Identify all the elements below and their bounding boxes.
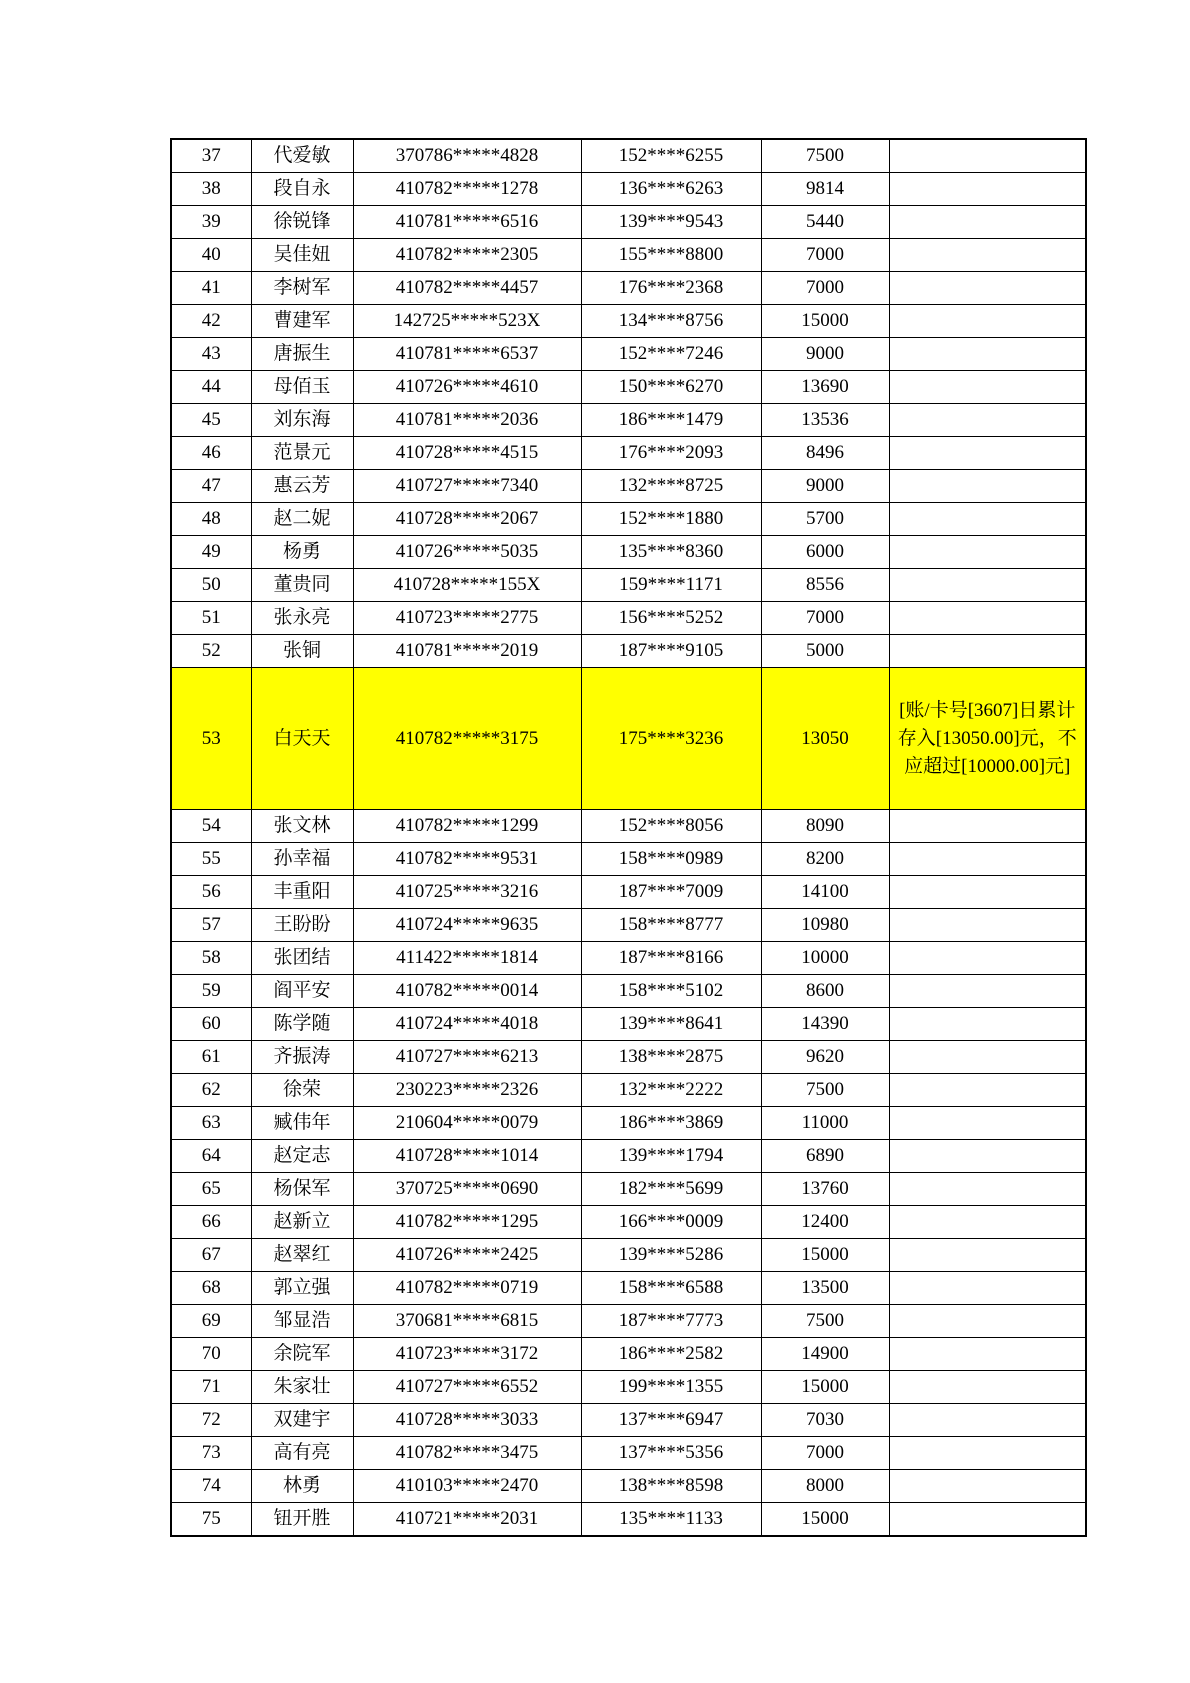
id-number-cell: 410782*****4457 <box>353 272 581 305</box>
person-name-cell: 郭立强 <box>251 1272 353 1305</box>
row-number-cell: 39 <box>171 206 251 239</box>
phone-number-cell: 135****8360 <box>581 536 761 569</box>
phone-number-cell: 134****8756 <box>581 305 761 338</box>
phone-number-cell: 187****7009 <box>581 876 761 909</box>
note-cell <box>889 1371 1086 1404</box>
note-cell <box>889 305 1086 338</box>
note-cell <box>889 843 1086 876</box>
phone-number-cell: 138****8598 <box>581 1470 761 1503</box>
table-row <box>171 1173 1086 1206</box>
note-cell <box>889 1008 1086 1041</box>
id-number-cell: 410726*****5035 <box>353 536 581 569</box>
row-number-cell: 56 <box>171 876 251 909</box>
row-number-cell: 57 <box>171 909 251 942</box>
row-number-cell: 48 <box>171 503 251 536</box>
amount-cell: 9620 <box>761 1041 889 1074</box>
phone-number-cell: 155****8800 <box>581 239 761 272</box>
table-row <box>171 909 1086 942</box>
table-row <box>171 470 1086 503</box>
person-name-cell: 曹建军 <box>251 305 353 338</box>
phone-number-cell: 132****8725 <box>581 470 761 503</box>
table-row <box>171 338 1086 371</box>
amount-cell: 6890 <box>761 1140 889 1173</box>
note-cell <box>889 909 1086 942</box>
person-name-cell: 高有亮 <box>251 1437 353 1470</box>
amount-cell: 8496 <box>761 437 889 470</box>
table-row <box>171 876 1086 909</box>
table-row <box>171 503 1086 536</box>
table-row <box>171 1041 1086 1074</box>
amount-cell: 15000 <box>761 1503 889 1537</box>
row-number-cell: 41 <box>171 272 251 305</box>
note-cell <box>889 1437 1086 1470</box>
note-cell <box>889 404 1086 437</box>
person-name-cell: 惠云芳 <box>251 470 353 503</box>
amount-cell: 5700 <box>761 503 889 536</box>
id-number-cell: 370681*****6815 <box>353 1305 581 1338</box>
person-name-cell: 邹显浩 <box>251 1305 353 1338</box>
row-number-cell: 61 <box>171 1041 251 1074</box>
person-name-cell: 吴佳妞 <box>251 239 353 272</box>
phone-number-cell: 137****6947 <box>581 1404 761 1437</box>
note-cell: [账/卡号[3607]日累计存入[13050.00]元，不应超过[10000.00]元] <box>889 668 1086 810</box>
note-cell <box>889 1206 1086 1239</box>
person-name-cell: 张团结 <box>251 942 353 975</box>
person-name-cell: 白天天 <box>251 668 353 810</box>
id-number-cell: 410103*****2470 <box>353 1470 581 1503</box>
note-cell <box>889 1074 1086 1107</box>
phone-number-cell: 150****6270 <box>581 371 761 404</box>
phone-number-cell: 186****2582 <box>581 1338 761 1371</box>
amount-cell: 13050 <box>761 668 889 810</box>
amount-cell: 15000 <box>761 305 889 338</box>
note-cell <box>889 975 1086 1008</box>
amount-cell: 6000 <box>761 536 889 569</box>
id-number-cell: 410727*****6552 <box>353 1371 581 1404</box>
table-row <box>171 1470 1086 1503</box>
table-row <box>171 139 1086 173</box>
row-number-cell: 47 <box>171 470 251 503</box>
person-name-cell: 母佰玉 <box>251 371 353 404</box>
person-name-cell: 陈学随 <box>251 1008 353 1041</box>
table-row <box>171 272 1086 305</box>
person-name-cell: 张文林 <box>251 810 353 843</box>
note-cell <box>889 1305 1086 1338</box>
table-row <box>171 1239 1086 1272</box>
person-name-cell: 赵翠红 <box>251 1239 353 1272</box>
table-row <box>171 1008 1086 1041</box>
id-number-cell: 410781*****6516 <box>353 206 581 239</box>
id-number-cell: 410726*****4610 <box>353 371 581 404</box>
row-number-cell: 58 <box>171 942 251 975</box>
amount-cell: 14100 <box>761 876 889 909</box>
phone-number-cell: 138****2875 <box>581 1041 761 1074</box>
phone-number-cell: 137****5356 <box>581 1437 761 1470</box>
amount-cell: 13500 <box>761 1272 889 1305</box>
phone-number-cell: 187****9105 <box>581 635 761 668</box>
amount-cell: 7000 <box>761 239 889 272</box>
person-name-cell: 徐锐锋 <box>251 206 353 239</box>
amount-cell: 13536 <box>761 404 889 437</box>
id-number-cell: 410727*****7340 <box>353 470 581 503</box>
phone-number-cell: 158****5102 <box>581 975 761 1008</box>
note-cell <box>889 338 1086 371</box>
id-number-cell: 410725*****3216 <box>353 876 581 909</box>
note-cell <box>889 1272 1086 1305</box>
row-number-cell: 45 <box>171 404 251 437</box>
phone-number-cell: 152****7246 <box>581 338 761 371</box>
phone-number-cell: 186****3869 <box>581 1107 761 1140</box>
id-number-cell: 410781*****6537 <box>353 338 581 371</box>
phone-number-cell: 176****2093 <box>581 437 761 470</box>
phone-number-cell: 135****1133 <box>581 1503 761 1537</box>
person-name-cell: 杨勇 <box>251 536 353 569</box>
phone-number-cell: 158****6588 <box>581 1272 761 1305</box>
phone-number-cell: 132****2222 <box>581 1074 761 1107</box>
person-name-cell: 丰重阳 <box>251 876 353 909</box>
note-cell <box>889 371 1086 404</box>
note-cell <box>889 1239 1086 1272</box>
table-body <box>171 139 1086 1536</box>
amount-cell: 15000 <box>761 1371 889 1404</box>
amount-cell: 13760 <box>761 1173 889 1206</box>
table-row <box>171 1404 1086 1437</box>
note-cell <box>889 602 1086 635</box>
table-row <box>171 668 1086 810</box>
table-row <box>171 602 1086 635</box>
row-number-cell: 59 <box>171 975 251 1008</box>
deposit-roster-table <box>170 138 1087 1537</box>
table-row <box>171 1338 1086 1371</box>
phone-number-cell: 182****5699 <box>581 1173 761 1206</box>
amount-cell: 5440 <box>761 206 889 239</box>
table-row <box>171 404 1086 437</box>
row-number-cell: 54 <box>171 810 251 843</box>
id-number-cell: 410782*****1278 <box>353 173 581 206</box>
id-number-cell: 370786*****4828 <box>353 139 581 173</box>
row-number-cell: 60 <box>171 1008 251 1041</box>
id-number-cell: 370725*****0690 <box>353 1173 581 1206</box>
table-row <box>171 1503 1086 1537</box>
row-number-cell: 73 <box>171 1437 251 1470</box>
note-cell <box>889 876 1086 909</box>
id-number-cell: 410728*****155X <box>353 569 581 602</box>
phone-number-cell: 176****2368 <box>581 272 761 305</box>
person-name-cell: 徐荣 <box>251 1074 353 1107</box>
table-row <box>171 843 1086 876</box>
row-number-cell: 53 <box>171 668 251 810</box>
note-cell <box>889 1173 1086 1206</box>
id-number-cell: 410724*****4018 <box>353 1008 581 1041</box>
table-row <box>171 1371 1086 1404</box>
id-number-cell: 410781*****2036 <box>353 404 581 437</box>
amount-cell: 14390 <box>761 1008 889 1041</box>
table-row <box>171 810 1086 843</box>
row-number-cell: 43 <box>171 338 251 371</box>
note-cell <box>889 139 1086 173</box>
row-number-cell: 74 <box>171 1470 251 1503</box>
person-name-cell: 赵二妮 <box>251 503 353 536</box>
table-row <box>171 1074 1086 1107</box>
table-row <box>171 1305 1086 1338</box>
person-name-cell: 张铜 <box>251 635 353 668</box>
row-number-cell: 37 <box>171 139 251 173</box>
row-number-cell: 66 <box>171 1206 251 1239</box>
table-row <box>171 1206 1086 1239</box>
phone-number-cell: 187****7773 <box>581 1305 761 1338</box>
amount-cell: 8090 <box>761 810 889 843</box>
note-cell <box>889 942 1086 975</box>
id-number-cell: 210604*****0079 <box>353 1107 581 1140</box>
amount-cell: 7000 <box>761 602 889 635</box>
phone-number-cell: 159****1171 <box>581 569 761 602</box>
id-number-cell: 410782*****1299 <box>353 810 581 843</box>
id-number-cell: 410724*****9635 <box>353 909 581 942</box>
id-number-cell: 410723*****2775 <box>353 602 581 635</box>
note-cell <box>889 1338 1086 1371</box>
amount-cell: 7030 <box>761 1404 889 1437</box>
phone-number-cell: 152****8056 <box>581 810 761 843</box>
id-number-cell: 410726*****2425 <box>353 1239 581 1272</box>
note-cell <box>889 1140 1086 1173</box>
person-name-cell: 林勇 <box>251 1470 353 1503</box>
id-number-cell: 410782*****2305 <box>353 239 581 272</box>
amount-cell: 7500 <box>761 1074 889 1107</box>
note-cell <box>889 470 1086 503</box>
row-number-cell: 50 <box>171 569 251 602</box>
phone-number-cell: 136****6263 <box>581 173 761 206</box>
phone-number-cell: 152****1880 <box>581 503 761 536</box>
person-name-cell: 王盼盼 <box>251 909 353 942</box>
amount-cell: 9000 <box>761 338 889 371</box>
amount-cell: 11000 <box>761 1107 889 1140</box>
person-name-cell: 董贵同 <box>251 569 353 602</box>
note-cell <box>889 635 1086 668</box>
phone-number-cell: 139****1794 <box>581 1140 761 1173</box>
row-number-cell: 71 <box>171 1371 251 1404</box>
amount-cell: 14900 <box>761 1338 889 1371</box>
person-name-cell: 赵新立 <box>251 1206 353 1239</box>
row-number-cell: 55 <box>171 843 251 876</box>
row-number-cell: 49 <box>171 536 251 569</box>
id-number-cell: 410782*****3175 <box>353 668 581 810</box>
row-number-cell: 52 <box>171 635 251 668</box>
amount-cell: 5000 <box>761 635 889 668</box>
phone-number-cell: 166****0009 <box>581 1206 761 1239</box>
id-number-cell: 230223*****2326 <box>353 1074 581 1107</box>
table-row <box>171 536 1086 569</box>
phone-number-cell: 139****5286 <box>581 1239 761 1272</box>
id-number-cell: 142725*****523X <box>353 305 581 338</box>
phone-number-cell: 152****6255 <box>581 139 761 173</box>
person-name-cell: 孙幸福 <box>251 843 353 876</box>
person-name-cell: 段自永 <box>251 173 353 206</box>
amount-cell: 8000 <box>761 1470 889 1503</box>
note-cell <box>889 173 1086 206</box>
id-number-cell: 410728*****4515 <box>353 437 581 470</box>
person-name-cell: 范景元 <box>251 437 353 470</box>
person-name-cell: 双建宇 <box>251 1404 353 1437</box>
amount-cell: 10000 <box>761 942 889 975</box>
person-name-cell: 余院军 <box>251 1338 353 1371</box>
person-name-cell: 刘东海 <box>251 404 353 437</box>
table-row <box>171 305 1086 338</box>
row-number-cell: 42 <box>171 305 251 338</box>
row-number-cell: 46 <box>171 437 251 470</box>
table-row <box>171 437 1086 470</box>
row-number-cell: 68 <box>171 1272 251 1305</box>
row-number-cell: 63 <box>171 1107 251 1140</box>
note-cell <box>889 206 1086 239</box>
table-row <box>171 239 1086 272</box>
note-cell <box>889 272 1086 305</box>
note-cell <box>889 1503 1086 1537</box>
phone-number-cell: 158****8777 <box>581 909 761 942</box>
id-number-cell: 410721*****2031 <box>353 1503 581 1537</box>
table-row <box>171 942 1086 975</box>
id-number-cell: 410727*****6213 <box>353 1041 581 1074</box>
id-number-cell: 410782*****0719 <box>353 1272 581 1305</box>
id-number-cell: 410723*****3172 <box>353 1338 581 1371</box>
amount-cell: 8200 <box>761 843 889 876</box>
row-number-cell: 75 <box>171 1503 251 1537</box>
row-number-cell: 69 <box>171 1305 251 1338</box>
amount-cell: 7500 <box>761 139 889 173</box>
amount-cell: 9000 <box>761 470 889 503</box>
table-row <box>171 206 1086 239</box>
table-row <box>171 569 1086 602</box>
table-row <box>171 635 1086 668</box>
person-name-cell: 唐振生 <box>251 338 353 371</box>
person-name-cell: 臧伟年 <box>251 1107 353 1140</box>
note-cell <box>889 1041 1086 1074</box>
table-row <box>171 371 1086 404</box>
id-number-cell: 410782*****9531 <box>353 843 581 876</box>
note-cell <box>889 569 1086 602</box>
row-number-cell: 67 <box>171 1239 251 1272</box>
amount-cell: 7000 <box>761 272 889 305</box>
id-number-cell: 410781*****2019 <box>353 635 581 668</box>
table-row <box>171 173 1086 206</box>
amount-cell: 12400 <box>761 1206 889 1239</box>
id-number-cell: 410728*****1014 <box>353 1140 581 1173</box>
row-number-cell: 64 <box>171 1140 251 1173</box>
note-cell <box>889 810 1086 843</box>
table-row <box>171 1107 1086 1140</box>
amount-cell: 7500 <box>761 1305 889 1338</box>
row-number-cell: 40 <box>171 239 251 272</box>
id-number-cell: 410728*****2067 <box>353 503 581 536</box>
person-name-cell: 赵定志 <box>251 1140 353 1173</box>
table-row <box>171 1272 1086 1305</box>
person-name-cell: 张永亮 <box>251 602 353 635</box>
table-row <box>171 1140 1086 1173</box>
amount-cell: 8556 <box>761 569 889 602</box>
id-number-cell: 410782*****0014 <box>353 975 581 1008</box>
phone-number-cell: 175****3236 <box>581 668 761 810</box>
table-row <box>171 1437 1086 1470</box>
phone-number-cell: 139****9543 <box>581 206 761 239</box>
row-number-cell: 72 <box>171 1404 251 1437</box>
note-cell <box>889 1404 1086 1437</box>
id-number-cell: 410782*****1295 <box>353 1206 581 1239</box>
phone-number-cell: 187****8166 <box>581 942 761 975</box>
amount-cell: 9814 <box>761 173 889 206</box>
row-number-cell: 65 <box>171 1173 251 1206</box>
row-number-cell: 70 <box>171 1338 251 1371</box>
amount-cell: 7000 <box>761 1437 889 1470</box>
amount-cell: 13690 <box>761 371 889 404</box>
phone-number-cell: 186****1479 <box>581 404 761 437</box>
phone-number-cell: 156****5252 <box>581 602 761 635</box>
person-name-cell: 钮开胜 <box>251 1503 353 1537</box>
amount-cell: 8600 <box>761 975 889 1008</box>
note-cell <box>889 239 1086 272</box>
note-cell <box>889 1107 1086 1140</box>
id-number-cell: 411422*****1814 <box>353 942 581 975</box>
person-name-cell: 齐振涛 <box>251 1041 353 1074</box>
phone-number-cell: 199****1355 <box>581 1371 761 1404</box>
amount-cell: 15000 <box>761 1239 889 1272</box>
phone-number-cell: 158****0989 <box>581 843 761 876</box>
row-number-cell: 62 <box>171 1074 251 1107</box>
person-name-cell: 阎平安 <box>251 975 353 1008</box>
note-cell <box>889 437 1086 470</box>
id-number-cell: 410728*****3033 <box>353 1404 581 1437</box>
note-cell <box>889 536 1086 569</box>
phone-number-cell: 139****8641 <box>581 1008 761 1041</box>
note-cell <box>889 503 1086 536</box>
note-cell <box>889 1470 1086 1503</box>
id-number-cell: 410782*****3475 <box>353 1437 581 1470</box>
person-name-cell: 朱家壮 <box>251 1371 353 1404</box>
row-number-cell: 44 <box>171 371 251 404</box>
table-row <box>171 975 1086 1008</box>
person-name-cell: 李树军 <box>251 272 353 305</box>
row-number-cell: 51 <box>171 602 251 635</box>
person-name-cell: 代爱敏 <box>251 139 353 173</box>
amount-cell: 10980 <box>761 909 889 942</box>
person-name-cell: 杨保军 <box>251 1173 353 1206</box>
row-number-cell: 38 <box>171 173 251 206</box>
